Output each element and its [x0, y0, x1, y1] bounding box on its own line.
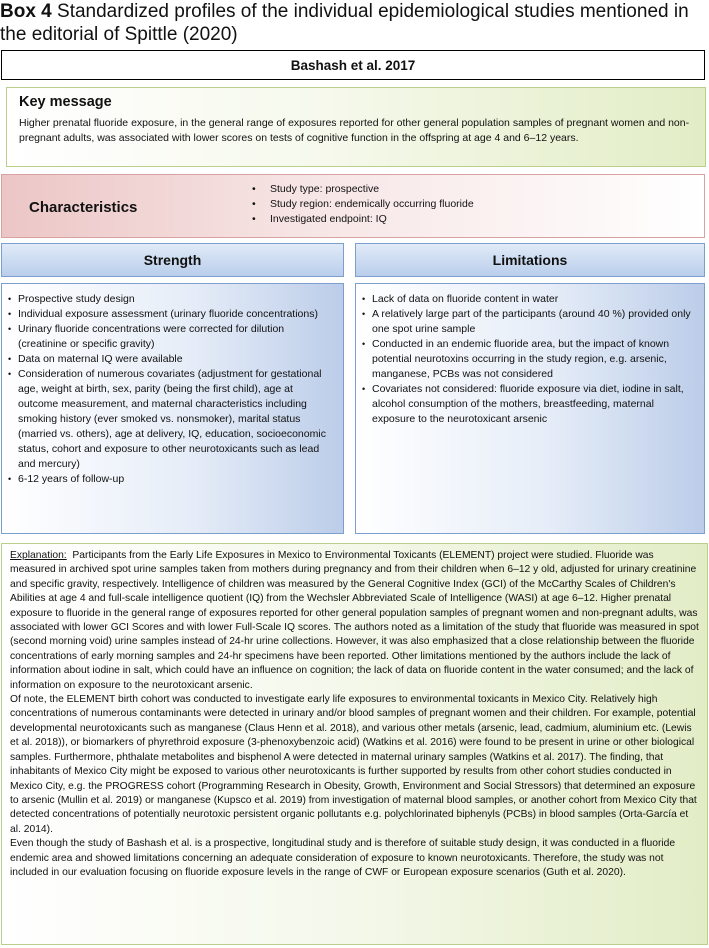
study-name-header: Bashash et al. 2017	[1, 50, 705, 80]
list-item: • Conducted in an endemic fluoride area, but the impact of known potential neurotoxins occurring in the study region, e.g. arsenic, manganese, PCBs was not considered	[362, 337, 696, 382]
strength-box	[1, 283, 344, 534]
list-item: • A relatively large part of the participants (around 40 %) provided only one spot urine sample	[362, 307, 696, 337]
strength-heading: Strength	[1, 243, 344, 277]
list-item: • Data on maternal IQ were available	[8, 352, 335, 367]
explanation-label: Explanation:	[10, 550, 67, 561]
limitations-heading: Limitations	[355, 243, 705, 277]
list-item: • Individual exposure assessment (urinary fluoride concentrations)	[8, 307, 335, 322]
list-item: • Investigated endpoint: IQ	[252, 212, 474, 227]
explanation-text-1: Participants from the Early Life Exposures in Mexico to Environmental Toxicants (ELEMENT) project were studied. Fluoride was measured in archived spot urine samples taken from mothers during pregnancy and from their children when 6–12 y old, adjusted for urinary creatinine and specific gravity, respectively. Intelligence of children was measured by the General Cognitive Index (GCI) of the McCarthy Scales of Children's Abilities at age 4 and full-scale intelligence quotient (IQ) from the Wechsler Abbreviated Scale of Intelligence (WASI) at age 6–12. Higher prenatal exposure to fluoride in the general range of exposures reported for other general population samples of pregnant women and non-pregnant adults, was associated with lower GCI Scores and with lower Full-Scale IQ scores. The authors noted as a limitation of the study that fluoride was measured in spot (second morning void) urine samples instead of 24-hr urine collections. However, it was also emphasized that a close relationship between the fluoride concentrations of early morning samples and 24-hr specimens have been reported. Other limitations mentioned by the authors include the lack of information about iodine in salt, which could have an influence on cognition; the lack of data on fluoride content in the water consumed; and the lack of information on exposure to the neurotoxicant arsenic.	[10, 550, 699, 691]
explanation-paragraph-3: Even though the study of Bashash et al. is a prospective, longitudinal study and is therefore of suitable study design, it was conducted in a fluoride endemic area and showed limitations concerning an adequate consideration of exposure to known neurotoxicants. Therefore, the study was not included in our evaluation focusing on fluoride exposure levels in the range of CWF or European exposure scenarios (Guth et al. 2020).	[10, 838, 676, 878]
box-title	[0, 0, 700, 46]
box-title-text: Standardized profiles of the individual epidemiological studies mentioned in the editorial of Spittle (2020)	[0, 1, 689, 45]
list-item: • Lack of data on fluoride content in water	[362, 292, 696, 307]
explanation-box	[1, 543, 708, 945]
list-item: • Study region: endemically occurring fluoride	[252, 197, 474, 212]
list-item: • Covariates not considered: fluoride exposure via diet, iodine in salt, alcohol consumption of the mothers, breastfeeding, maternal exposure to the neurotoxicant arsenic	[362, 382, 696, 427]
key-message-text: Higher prenatal fluoride exposure, in the general range of exposures reported for other general population samples of pregnant women and non-pregnant adults, was associated with lower scores on tests of cognitive function in the offspring at age 4 and 6–12 years.	[19, 117, 690, 144]
explanation-paragraph-2: Of note, the ELEMENT birth cohort was conducted to investigate early life exposures to environmental toxicants in Mexico City. Relatively high concentrations of numerous contaminants were detected in urinary and/or blood samples of pregnant women and their children. For example, potential developmental neurotoxicants such as manganese (Claus Henn et al. 2018), and various other metals (arsenic, lead, cadmium, aluminium etc. (Lewis et al. 2018)), or biomarkers of phyrethroid exposure (3-phenoxybenzoic acid) (Watkins et al. 2016) were found to be present in urine or other biological samples. Furthermore, phthalate metabolites and bisphenol A were detected in maternal urinary samples (Watkins et al. 2017). The finding, that inhabitants of Mexico City might be exposed to various other neurotoxicants is further supported by results from other cohort studies conducted in Mexico City, e.g. the PROGRESS cohort (Programming Research in Obesity, Growth, Environment and Social Stressors) that determined an exposure to arsenic (Mullin et al. 2019) or manganese (Kupsco et al. 2019) from investigation of maternal blood samples, or another cohort from Mexico City that detected concentrations of potentially neurotoxic persistent organic pollutants e.g. polychlorinated biphenyls (PCBs) in blood samples (Orta-García et al. 2014).	[10, 694, 697, 835]
list-item: • 6-12 years of follow-up	[8, 472, 335, 487]
key-message-box	[6, 87, 706, 167]
explanation-paragraph-1	[10, 549, 699, 693]
characteristics-box	[1, 174, 705, 238]
list-item: • Prospective study design	[8, 292, 335, 307]
list-item: • Consideration of numerous covariates (adjustment for gestational age, weight at birth, sex, parity (being the first child), age at outcome measurement, and maternal characteristics including smoking history (ever smoked vs. nonsmoker), marital status (married vs. others), age at delivery, IQ, education, socioeconomic status, cohort and exposure to other neurotoxicants such as lead and mercury)	[8, 367, 335, 472]
characteristics-heading: Characteristics	[29, 199, 138, 216]
list-item: • Study type: prospective	[252, 182, 474, 197]
characteristics-list	[252, 182, 474, 227]
limitations-box	[355, 283, 705, 534]
list-item: • Urinary fluoride concentrations were corrected for dilution (creatinine or specific gravity)	[8, 322, 335, 352]
key-message-heading: Key message	[19, 94, 112, 110]
limitations-list	[362, 292, 696, 427]
box-label: Box 4	[0, 1, 52, 22]
strength-list	[8, 292, 335, 487]
